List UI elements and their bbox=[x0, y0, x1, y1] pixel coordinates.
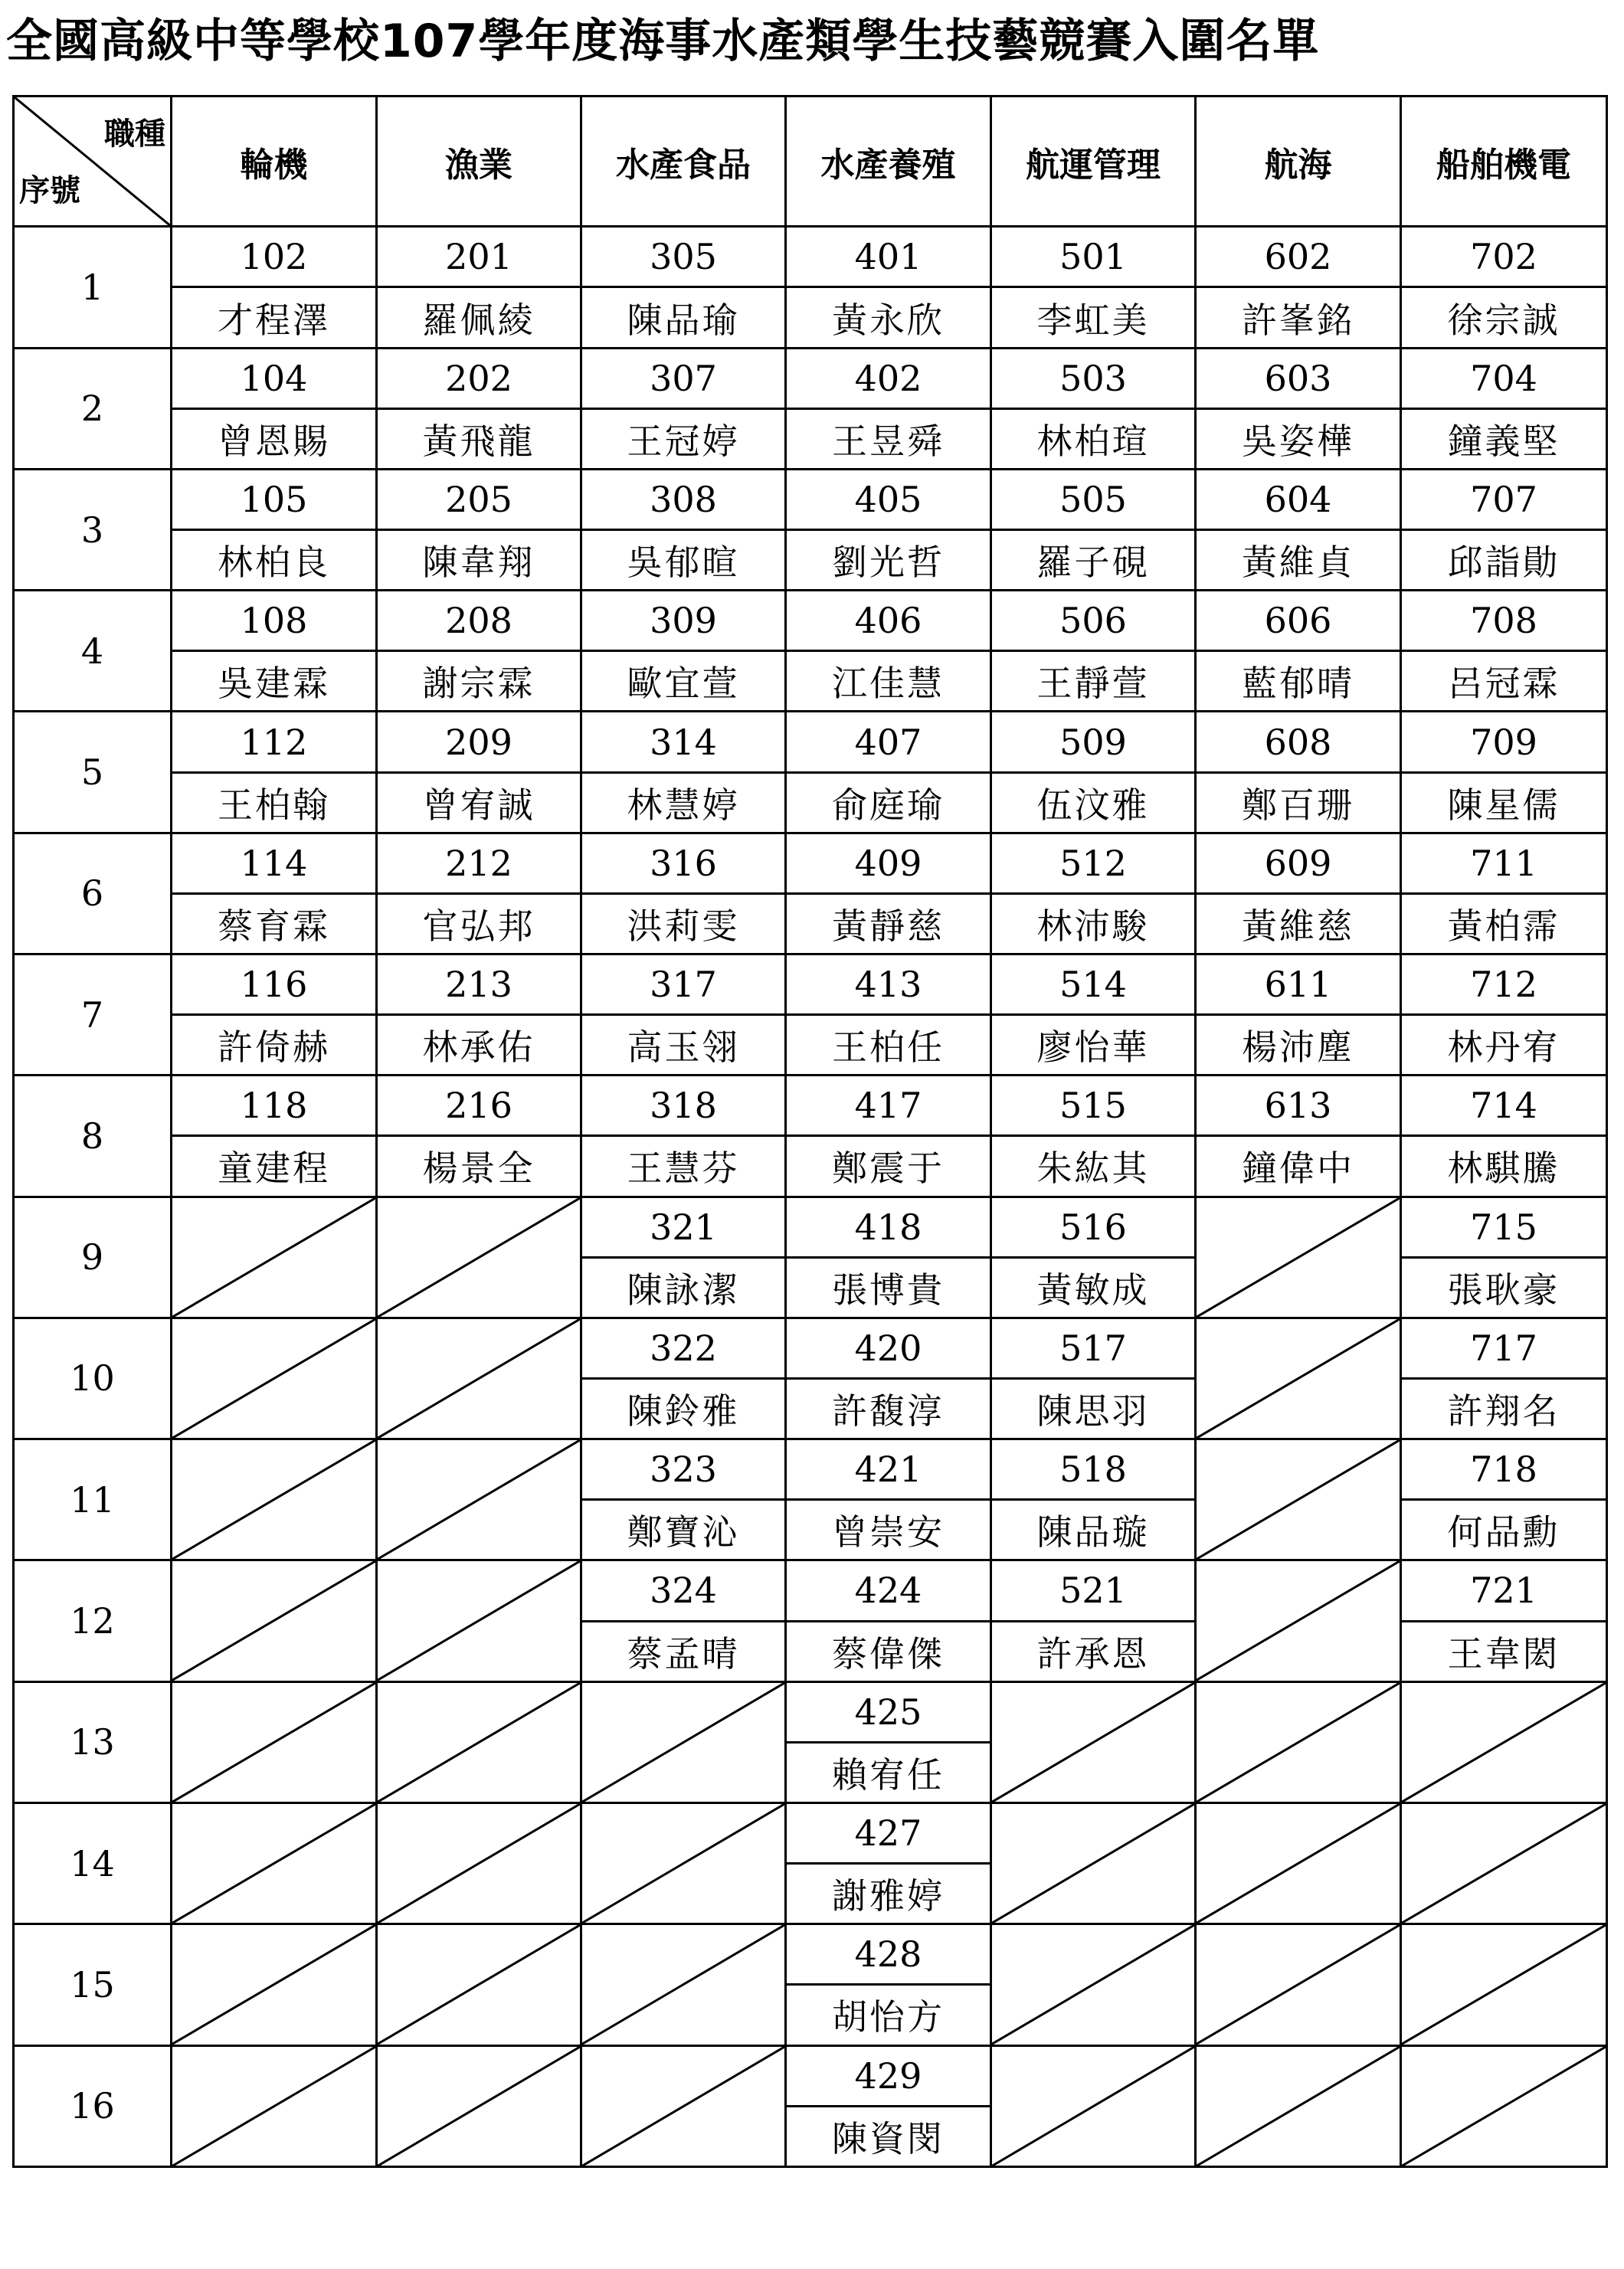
table-row bbox=[14, 893, 1607, 954]
entry-number: 604 bbox=[1196, 469, 1401, 529]
entry-number: 714 bbox=[1401, 1076, 1607, 1136]
contestant-name: 徐宗誠 bbox=[1401, 287, 1607, 348]
entry-number: 213 bbox=[377, 954, 581, 1015]
empty-slot-diagonal bbox=[378, 1804, 580, 1923]
empty-slot bbox=[991, 2045, 1196, 2166]
empty-slot bbox=[172, 1802, 377, 1924]
entry-number: 608 bbox=[1196, 712, 1401, 772]
empty-slot bbox=[1401, 1924, 1607, 2045]
contestant-name: 謝雅婷 bbox=[786, 1864, 991, 1924]
contestant-name: 邱詣勛 bbox=[1401, 530, 1607, 591]
contestant-name: 蔡偉傑 bbox=[786, 1621, 991, 1681]
entry-number: 209 bbox=[377, 712, 581, 772]
entry-number: 709 bbox=[1401, 712, 1607, 772]
entry-number: 613 bbox=[1196, 1076, 1401, 1136]
entry-number: 205 bbox=[377, 469, 581, 529]
table-row bbox=[14, 1015, 1607, 1076]
entry-number: 606 bbox=[1196, 591, 1401, 651]
entry-number: 114 bbox=[172, 833, 377, 893]
entry-number: 201 bbox=[377, 227, 581, 287]
contestant-name: 陳韋翔 bbox=[377, 530, 581, 591]
table-row bbox=[14, 954, 1607, 1015]
table-row bbox=[14, 1802, 1607, 1863]
seq-number: 9 bbox=[14, 1197, 172, 1318]
empty-slot-diagonal bbox=[992, 1925, 1194, 2044]
empty-slot bbox=[1196, 1560, 1401, 1681]
entry-number: 105 bbox=[172, 469, 377, 529]
empty-slot bbox=[581, 1681, 786, 1802]
empty-slot bbox=[581, 2045, 786, 2166]
contestant-name: 官弘邦 bbox=[377, 893, 581, 954]
table-row bbox=[14, 348, 1607, 408]
entry-number: 405 bbox=[786, 469, 991, 529]
seq-number: 1 bbox=[14, 227, 172, 348]
entry-number: 409 bbox=[786, 833, 991, 893]
table-row bbox=[14, 1560, 1607, 1621]
contestant-name: 謝宗霖 bbox=[377, 651, 581, 712]
empty-slot-diagonal bbox=[378, 1925, 580, 2044]
contestant-name: 黃永欣 bbox=[786, 287, 991, 348]
empty-slot-diagonal bbox=[1402, 1925, 1606, 2044]
entry-number: 202 bbox=[377, 348, 581, 408]
seq-number: 10 bbox=[14, 1318, 172, 1439]
contestant-name: 廖怡華 bbox=[991, 1015, 1196, 1076]
category-header: 水產食品 bbox=[581, 97, 786, 227]
entry-number: 212 bbox=[377, 833, 581, 893]
empty-slot bbox=[172, 2045, 377, 2166]
entry-number: 112 bbox=[172, 712, 377, 772]
table-row bbox=[14, 530, 1607, 591]
contestant-name: 林慧婷 bbox=[581, 772, 786, 833]
contestant-name: 黃柏霈 bbox=[1401, 893, 1607, 954]
empty-slot-diagonal bbox=[378, 1198, 580, 1317]
seq-number: 6 bbox=[14, 833, 172, 954]
entry-number: 518 bbox=[991, 1439, 1196, 1500]
contestant-name: 王靜萱 bbox=[991, 651, 1196, 712]
entry-number: 425 bbox=[786, 1681, 991, 1742]
table-row bbox=[14, 591, 1607, 651]
empty-slot-diagonal bbox=[1197, 2047, 1400, 2166]
table-row bbox=[14, 1076, 1607, 1136]
table-row bbox=[14, 1318, 1607, 1378]
seq-number: 8 bbox=[14, 1076, 172, 1197]
empty-slot-diagonal bbox=[992, 1804, 1194, 1923]
contestant-name: 歐宜萱 bbox=[581, 651, 786, 712]
entry-number: 514 bbox=[991, 954, 1196, 1015]
empty-slot bbox=[1401, 1681, 1607, 1802]
contestant-name: 俞庭瑜 bbox=[786, 772, 991, 833]
table-row bbox=[14, 1681, 1607, 1742]
contestant-name: 陳品瑜 bbox=[581, 287, 786, 348]
contestant-name: 吳郁暄 bbox=[581, 530, 786, 591]
contestant-name: 林承佑 bbox=[377, 1015, 581, 1076]
table-row bbox=[14, 469, 1607, 529]
empty-slot-diagonal bbox=[172, 1804, 375, 1923]
empty-slot bbox=[1196, 1318, 1401, 1439]
contestant-name: 黃靜慈 bbox=[786, 893, 991, 954]
entry-number: 401 bbox=[786, 227, 991, 287]
contestant-name: 童建程 bbox=[172, 1136, 377, 1197]
entry-number: 721 bbox=[1401, 1560, 1607, 1621]
entry-number: 609 bbox=[1196, 833, 1401, 893]
contestant-name: 林柏良 bbox=[172, 530, 377, 591]
contestant-name: 王柏任 bbox=[786, 1015, 991, 1076]
empty-slot bbox=[1401, 2045, 1607, 2166]
contestant-name: 鐘偉中 bbox=[1196, 1136, 1401, 1197]
entry-number: 322 bbox=[581, 1318, 786, 1378]
entry-number: 717 bbox=[1401, 1318, 1607, 1378]
empty-slot bbox=[172, 1560, 377, 1681]
contestant-name: 王柏翰 bbox=[172, 772, 377, 833]
entry-number: 305 bbox=[581, 227, 786, 287]
contestant-name: 楊沛塵 bbox=[1196, 1015, 1401, 1076]
empty-slot bbox=[581, 1924, 786, 2045]
roster-table bbox=[12, 95, 1608, 2168]
category-header: 輪機 bbox=[172, 97, 377, 227]
table-row bbox=[14, 833, 1607, 893]
entry-number: 516 bbox=[991, 1197, 1196, 1257]
contestant-name: 鄭百珊 bbox=[1196, 772, 1401, 833]
empty-slot bbox=[172, 1318, 377, 1439]
contestant-name: 伍汶雅 bbox=[991, 772, 1196, 833]
entry-number: 517 bbox=[991, 1318, 1196, 1378]
entry-number: 108 bbox=[172, 591, 377, 651]
contestant-name: 朱紘其 bbox=[991, 1136, 1196, 1197]
contestant-name: 羅佩綾 bbox=[377, 287, 581, 348]
empty-slot bbox=[377, 1439, 581, 1560]
entry-number: 427 bbox=[786, 1802, 991, 1863]
contestant-name: 陳詠潔 bbox=[581, 1257, 786, 1318]
entry-number: 521 bbox=[991, 1560, 1196, 1621]
empty-slot bbox=[172, 1924, 377, 2045]
contestant-name: 曾崇安 bbox=[786, 1500, 991, 1560]
contestant-name: 藍郁晴 bbox=[1196, 651, 1401, 712]
empty-slot-diagonal bbox=[1197, 1925, 1400, 2044]
empty-slot-diagonal bbox=[1197, 1198, 1400, 1317]
contestant-name: 張博貴 bbox=[786, 1257, 991, 1318]
entry-number: 417 bbox=[786, 1076, 991, 1136]
entry-number: 208 bbox=[377, 591, 581, 651]
entry-number: 428 bbox=[786, 1924, 991, 1985]
contestant-name: 陳思羽 bbox=[991, 1378, 1196, 1439]
empty-slot bbox=[172, 1681, 377, 1802]
entry-number: 418 bbox=[786, 1197, 991, 1257]
entry-number: 512 bbox=[991, 833, 1196, 893]
entry-number: 104 bbox=[172, 348, 377, 408]
empty-slot bbox=[1196, 1802, 1401, 1924]
contestant-name: 黃敏成 bbox=[991, 1257, 1196, 1318]
contestant-name: 才程澤 bbox=[172, 287, 377, 348]
table-row bbox=[14, 408, 1607, 469]
contestant-name: 吳姿樺 bbox=[1196, 408, 1401, 469]
category-header: 航海 bbox=[1196, 97, 1401, 227]
contestant-name: 陳資閔 bbox=[786, 2106, 991, 2166]
empty-slot-diagonal bbox=[1197, 1804, 1400, 1923]
empty-slot-diagonal bbox=[172, 1925, 375, 2044]
empty-slot-diagonal bbox=[1197, 1683, 1400, 1802]
empty-slot-diagonal bbox=[1402, 2047, 1606, 2166]
entry-number: 216 bbox=[377, 1076, 581, 1136]
empty-slot-diagonal bbox=[378, 2047, 580, 2166]
entry-number: 318 bbox=[581, 1076, 786, 1136]
contestant-name: 張耿豪 bbox=[1401, 1257, 1607, 1318]
contestant-name: 黃維貞 bbox=[1196, 530, 1401, 591]
empty-slot-diagonal bbox=[992, 1683, 1194, 1802]
empty-slot-diagonal bbox=[378, 1561, 580, 1680]
entry-number: 503 bbox=[991, 348, 1196, 408]
category-header: 漁業 bbox=[377, 97, 581, 227]
header-row bbox=[14, 97, 1607, 227]
empty-slot-diagonal bbox=[1197, 1319, 1400, 1438]
entry-number: 323 bbox=[581, 1439, 786, 1500]
entry-number: 506 bbox=[991, 591, 1196, 651]
entry-number: 429 bbox=[786, 2045, 991, 2106]
empty-slot bbox=[172, 1439, 377, 1560]
empty-slot-diagonal bbox=[378, 1683, 580, 1802]
table-row bbox=[14, 287, 1607, 348]
empty-slot bbox=[377, 1318, 581, 1439]
empty-slot-diagonal bbox=[172, 1561, 375, 1680]
entry-number: 402 bbox=[786, 348, 991, 408]
empty-slot bbox=[377, 1197, 581, 1318]
empty-slot bbox=[1196, 1439, 1401, 1560]
contestant-name: 陳品璇 bbox=[991, 1500, 1196, 1560]
contestant-name: 林丹宥 bbox=[1401, 1015, 1607, 1076]
empty-slot bbox=[377, 1924, 581, 2045]
category-header: 船舶機電 bbox=[1401, 97, 1607, 227]
entry-number: 515 bbox=[991, 1076, 1196, 1136]
entry-number: 421 bbox=[786, 1439, 991, 1500]
contestant-name: 江佳慧 bbox=[786, 651, 991, 712]
contestant-name: 黃飛龍 bbox=[377, 408, 581, 469]
table-row bbox=[14, 1197, 1607, 1257]
entry-number: 309 bbox=[581, 591, 786, 651]
entry-number: 317 bbox=[581, 954, 786, 1015]
empty-slot bbox=[377, 2045, 581, 2166]
contestant-name: 劉光哲 bbox=[786, 530, 991, 591]
empty-slot bbox=[172, 1197, 377, 1318]
contestant-name: 高玉翎 bbox=[581, 1015, 786, 1076]
seq-number: 7 bbox=[14, 954, 172, 1076]
empty-slot bbox=[991, 1681, 1196, 1802]
corner-label-category: 職種 bbox=[104, 116, 165, 152]
contestant-name: 曾宥誠 bbox=[377, 772, 581, 833]
contestant-name: 賴宥任 bbox=[786, 1742, 991, 1802]
empty-slot bbox=[1196, 2045, 1401, 2166]
table-row bbox=[14, 2045, 1607, 2106]
table-row bbox=[14, 1439, 1607, 1500]
page-title: 全國高級中等學校107學年度海事水產類學生技藝競賽入圍名單 bbox=[6, 15, 1320, 68]
entry-number: 307 bbox=[581, 348, 786, 408]
seq-number: 5 bbox=[14, 712, 172, 833]
empty-slot-diagonal bbox=[582, 1925, 784, 2044]
table-row bbox=[14, 1924, 1607, 1985]
empty-slot bbox=[377, 1560, 581, 1681]
entry-number: 711 bbox=[1401, 833, 1607, 893]
empty-slot-diagonal bbox=[1197, 1561, 1400, 1680]
entry-number: 314 bbox=[581, 712, 786, 772]
empty-slot bbox=[377, 1802, 581, 1924]
contestant-name: 林沛駿 bbox=[991, 893, 1196, 954]
empty-slot-diagonal bbox=[582, 1683, 784, 1802]
empty-slot bbox=[1196, 1197, 1401, 1318]
seq-number: 3 bbox=[14, 469, 172, 590]
entry-number: 413 bbox=[786, 954, 991, 1015]
entry-number: 424 bbox=[786, 1560, 991, 1621]
contestant-name: 何品勳 bbox=[1401, 1500, 1607, 1560]
empty-slot-diagonal bbox=[172, 1198, 375, 1317]
contestant-name: 呂冠霖 bbox=[1401, 651, 1607, 712]
entry-number: 702 bbox=[1401, 227, 1607, 287]
entry-number: 611 bbox=[1196, 954, 1401, 1015]
entry-number: 406 bbox=[786, 591, 991, 651]
entry-number: 316 bbox=[581, 833, 786, 893]
empty-slot bbox=[1196, 1681, 1401, 1802]
empty-slot bbox=[1196, 1924, 1401, 2045]
empty-slot bbox=[991, 1802, 1196, 1924]
table-row bbox=[14, 1136, 1607, 1197]
entry-number: 116 bbox=[172, 954, 377, 1015]
contestant-name: 羅子硯 bbox=[991, 530, 1196, 591]
entry-number: 308 bbox=[581, 469, 786, 529]
empty-slot-diagonal bbox=[1197, 1440, 1400, 1559]
seq-number: 12 bbox=[14, 1560, 172, 1681]
empty-slot-diagonal bbox=[992, 2047, 1194, 2166]
entry-number: 509 bbox=[991, 712, 1196, 772]
contestant-name: 林騏騰 bbox=[1401, 1136, 1607, 1197]
contestant-name: 黃維慈 bbox=[1196, 893, 1401, 954]
empty-slot-diagonal bbox=[172, 1319, 375, 1438]
contestant-name: 李虹美 bbox=[991, 287, 1196, 348]
entry-number: 420 bbox=[786, 1318, 991, 1378]
entry-number: 603 bbox=[1196, 348, 1401, 408]
empty-slot-diagonal bbox=[172, 2047, 375, 2166]
contestant-name: 楊景全 bbox=[377, 1136, 581, 1197]
contestant-name: 曾恩賜 bbox=[172, 408, 377, 469]
table-row bbox=[14, 772, 1607, 833]
entry-number: 704 bbox=[1401, 348, 1607, 408]
entry-number: 708 bbox=[1401, 591, 1607, 651]
category-header: 水產養殖 bbox=[786, 97, 991, 227]
contestant-name: 許倚赫 bbox=[172, 1015, 377, 1076]
entry-number: 102 bbox=[172, 227, 377, 287]
empty-slot-diagonal bbox=[172, 1440, 375, 1559]
entry-number: 715 bbox=[1401, 1197, 1607, 1257]
contestant-name: 洪莉雯 bbox=[581, 893, 786, 954]
contestant-name: 鐘義堅 bbox=[1401, 408, 1607, 469]
corner-label-seq: 序號 bbox=[19, 173, 80, 209]
entry-number: 501 bbox=[991, 227, 1196, 287]
contestant-name: 許承恩 bbox=[991, 1621, 1196, 1681]
empty-slot-diagonal bbox=[378, 1319, 580, 1438]
entry-number: 707 bbox=[1401, 469, 1607, 529]
contestant-name: 蔡育霖 bbox=[172, 893, 377, 954]
seq-number: 4 bbox=[14, 591, 172, 712]
empty-slot-diagonal bbox=[582, 2047, 784, 2166]
entry-number: 602 bbox=[1196, 227, 1401, 287]
seq-number: 2 bbox=[14, 348, 172, 469]
corner-cell bbox=[14, 97, 172, 227]
contestant-name: 吳建霖 bbox=[172, 651, 377, 712]
empty-slot-diagonal bbox=[172, 1683, 375, 1802]
category-header: 航運管理 bbox=[991, 97, 1196, 227]
contestant-name: 鄭寶沁 bbox=[581, 1500, 786, 1560]
contestant-name: 陳星儒 bbox=[1401, 772, 1607, 833]
empty-slot-diagonal bbox=[1402, 1683, 1606, 1802]
contestant-name: 陳鈴雅 bbox=[581, 1378, 786, 1439]
empty-slot bbox=[581, 1802, 786, 1924]
entry-number: 407 bbox=[786, 712, 991, 772]
empty-slot bbox=[1401, 1802, 1607, 1924]
entry-number: 718 bbox=[1401, 1439, 1607, 1500]
contestant-name: 林柏瑄 bbox=[991, 408, 1196, 469]
contestant-name: 許馥淳 bbox=[786, 1378, 991, 1439]
empty-slot bbox=[991, 1924, 1196, 2045]
seq-number: 11 bbox=[14, 1439, 172, 1560]
seq-number: 13 bbox=[14, 1681, 172, 1802]
empty-slot-diagonal bbox=[378, 1440, 580, 1559]
empty-slot-diagonal bbox=[1402, 1804, 1606, 1923]
entry-number: 324 bbox=[581, 1560, 786, 1621]
contestant-name: 王冠婷 bbox=[581, 408, 786, 469]
contestant-name: 許峯銘 bbox=[1196, 287, 1401, 348]
seq-number: 16 bbox=[14, 2045, 172, 2166]
table-row bbox=[14, 227, 1607, 287]
contestant-name: 許翔名 bbox=[1401, 1378, 1607, 1439]
entry-number: 118 bbox=[172, 1076, 377, 1136]
contestant-name: 蔡孟晴 bbox=[581, 1621, 786, 1681]
entry-number: 712 bbox=[1401, 954, 1607, 1015]
table-row bbox=[14, 651, 1607, 712]
contestant-name: 王韋閎 bbox=[1401, 1621, 1607, 1681]
table-row bbox=[14, 712, 1607, 772]
contestant-name: 王昱舜 bbox=[786, 408, 991, 469]
contestant-name: 鄭震于 bbox=[786, 1136, 991, 1197]
empty-slot-diagonal bbox=[582, 1804, 784, 1923]
seq-number: 15 bbox=[14, 1924, 172, 2045]
contestant-name: 胡怡方 bbox=[786, 1985, 991, 2045]
contestant-name: 王慧芬 bbox=[581, 1136, 786, 1197]
entry-number: 505 bbox=[991, 469, 1196, 529]
seq-number: 14 bbox=[14, 1802, 172, 1924]
entry-number: 321 bbox=[581, 1197, 786, 1257]
empty-slot bbox=[377, 1681, 581, 1802]
